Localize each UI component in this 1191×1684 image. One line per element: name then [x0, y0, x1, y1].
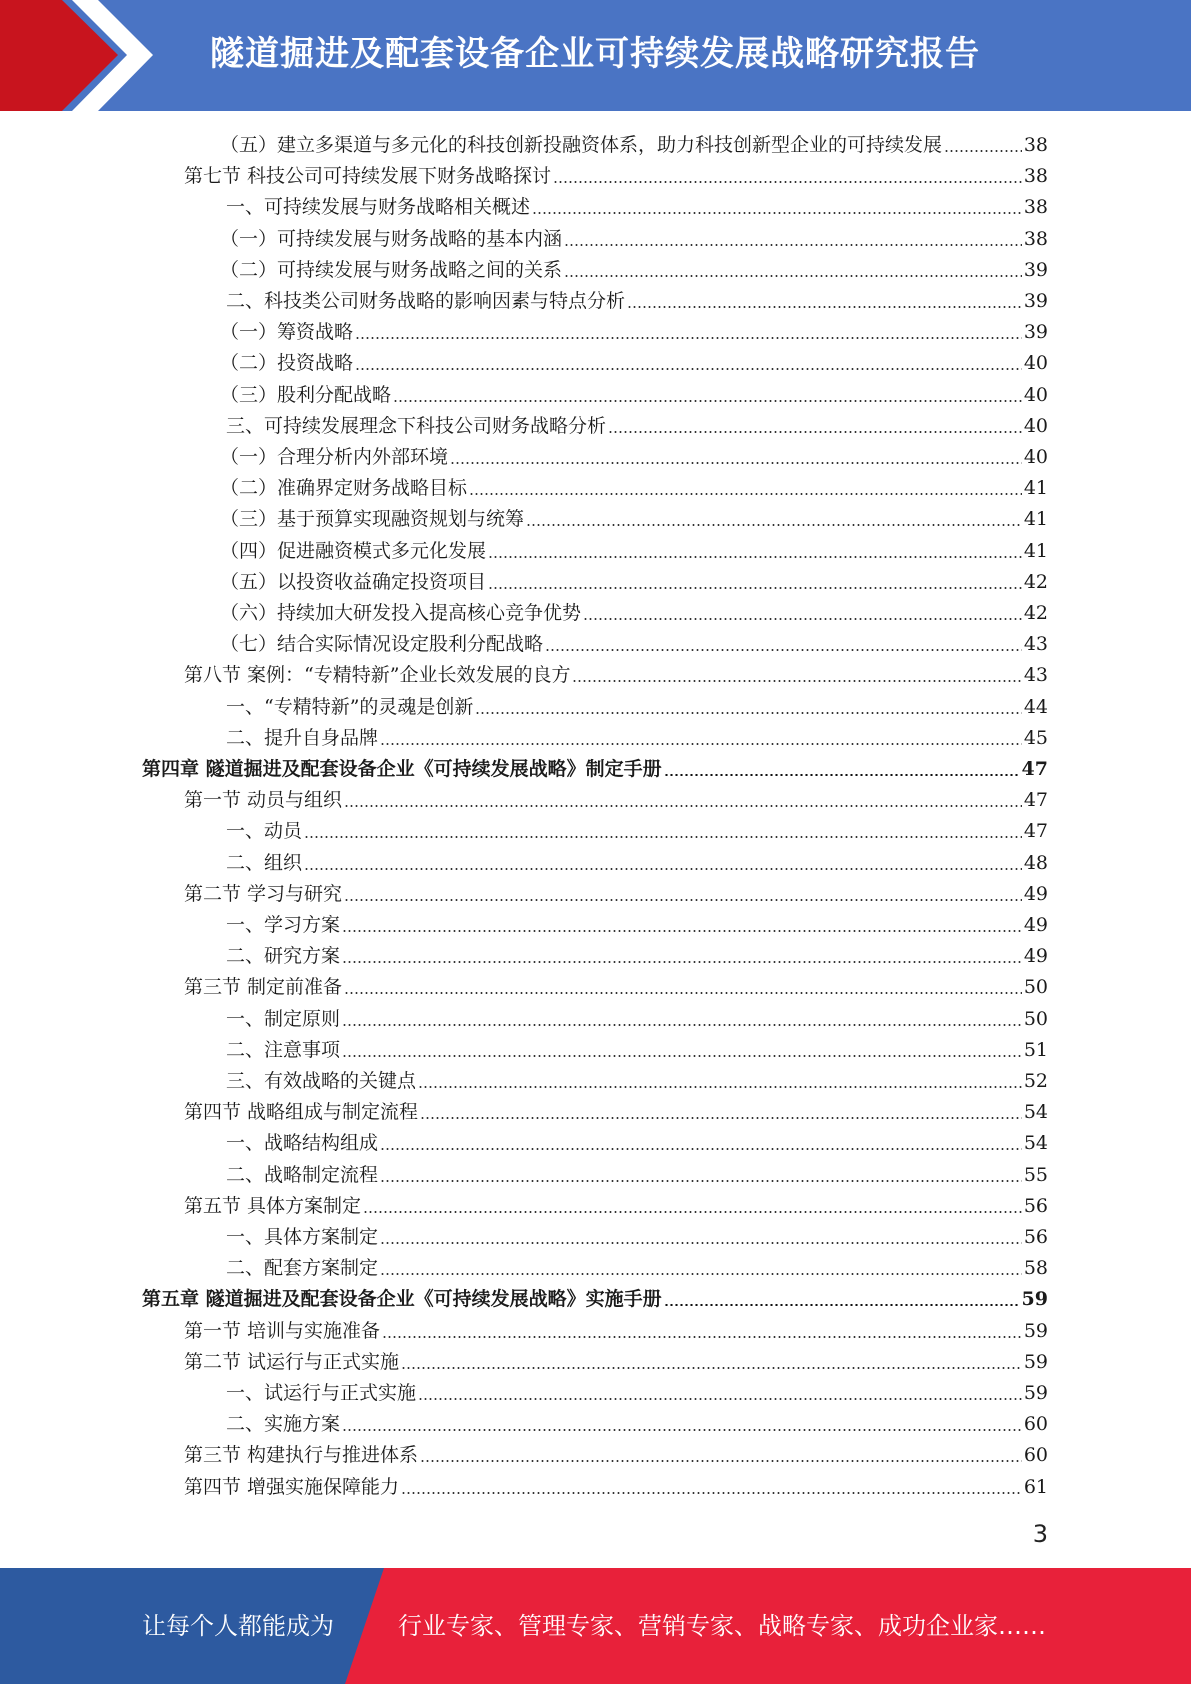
toc-entry-label: 第四节 增强实施保障能力 — [184, 1475, 400, 1498]
toc-dot-leader — [363, 1211, 1022, 1213]
toc-entry-label: （五）以投资收益确定投资项目 — [220, 570, 487, 593]
toc-chapter-entry[interactable] — [142, 1282, 1048, 1313]
toc-dot-leader — [627, 306, 1022, 308]
toc-entry-page: 43 — [1023, 633, 1048, 656]
toc-section-entry[interactable] — [184, 877, 1048, 908]
toc-dot-leader — [488, 556, 1022, 558]
toc-section-entry[interactable] — [184, 1189, 1048, 1220]
toc-entry-label: 二、战略制定流程 — [226, 1163, 379, 1186]
toc-entry-page: 59 — [1021, 1288, 1048, 1311]
toc-item-entry[interactable] — [226, 409, 1048, 440]
toc-entry-label: 二、研究方案 — [226, 945, 341, 968]
toc-dot-leader — [664, 774, 1020, 776]
toc-entry-label: 第一节 动员与组织 — [184, 789, 343, 812]
toc-dot-leader — [564, 275, 1022, 277]
toc-entry-label: 第五章 隧道掘进及配套设备企业《可持续发展战略》实施手册 — [142, 1288, 662, 1311]
toc-dot-leader — [380, 743, 1022, 745]
toc-item-entry[interactable] — [226, 1126, 1048, 1157]
toc-entry-page: 40 — [1023, 383, 1048, 406]
toc-dot-leader — [342, 1055, 1022, 1057]
toc-entry-label: （四）促进融资模式多元化发展 — [220, 539, 487, 562]
toc-dot-leader — [553, 181, 1022, 183]
toc-entry-page: 51 — [1023, 1038, 1048, 1061]
toc-dot-leader — [382, 1336, 1022, 1338]
toc-dot-leader — [342, 1024, 1022, 1026]
toc-entry-page: 40 — [1023, 446, 1048, 468]
toc-entry-page: 44 — [1023, 695, 1048, 718]
toc-dot-leader — [450, 462, 1022, 464]
toc-entry-page: 56 — [1023, 1226, 1048, 1248]
toc-entry-page: 38 — [1023, 196, 1048, 219]
toc-section-entry[interactable] — [184, 1095, 1048, 1126]
toc-item-entry[interactable] — [226, 721, 1048, 752]
toc-entry-page: 42 — [1023, 570, 1048, 593]
toc-entry-page: 49 — [1023, 914, 1048, 936]
toc-dot-leader — [380, 1273, 1022, 1275]
toc-entry-label: 第一节 培训与实施准备 — [184, 1319, 381, 1342]
toc-entry-page: 39 — [1023, 290, 1048, 312]
toc-item-entry[interactable] — [226, 1407, 1048, 1438]
toc-section-entry[interactable] — [184, 1470, 1048, 1501]
toc-item-entry[interactable] — [226, 690, 1048, 721]
toc-dot-leader — [420, 1460, 1022, 1462]
toc-entry-page: 59 — [1023, 1350, 1048, 1373]
toc-dot-leader — [583, 618, 1022, 620]
page-number: 3 — [1032, 1520, 1048, 1548]
toc-section-entry[interactable] — [184, 159, 1048, 190]
toc-item-entry[interactable] — [226, 284, 1048, 315]
toc-item-entry[interactable] — [226, 814, 1048, 845]
toc-dot-leader — [545, 649, 1022, 651]
toc-entry-label: 二、注意事项 — [226, 1038, 341, 1061]
toc-entry-label: 第五节 具体方案制定 — [184, 1194, 362, 1217]
toc-dot-leader — [475, 712, 1021, 714]
toc-dot-leader — [401, 1367, 1022, 1369]
toc-item-entry[interactable] — [226, 1251, 1048, 1282]
toc-entry-page: 59 — [1023, 1319, 1048, 1342]
toc-entry-page: 48 — [1023, 851, 1048, 874]
toc-entry-label: 一、“专精特新”的灵魂是创新 — [226, 695, 474, 718]
toc-entry-page: 38 — [1023, 227, 1048, 250]
toc-dot-leader — [342, 1429, 1022, 1431]
toc-item-entry[interactable] — [220, 502, 1048, 533]
toc-item-entry[interactable] — [226, 1064, 1048, 1095]
toc-entry-label: （二）可持续发展与财务战略之间的关系 — [220, 258, 563, 281]
toc-entry-page: 50 — [1023, 976, 1048, 999]
toc-entry-page: 52 — [1023, 1070, 1048, 1092]
toc-dot-leader — [380, 1242, 1022, 1244]
toc-dot-leader — [380, 1148, 1022, 1150]
toc-item-entry[interactable] — [226, 1158, 1048, 1189]
footer-slogan: 让每个人都能成为 — [142, 1612, 334, 1640]
footer-expert-list: 行业专家、管理专家、营销专家、战略专家、成功企业家…… — [398, 1612, 1046, 1640]
toc-section-entry[interactable] — [184, 1438, 1048, 1469]
toc-entry-label: 三、可持续发展理念下科技公司财务战略分析 — [226, 414, 607, 437]
toc-entry-page: 49 — [1023, 945, 1048, 968]
toc-dot-leader — [564, 244, 1022, 246]
toc-dot-leader — [664, 1304, 1020, 1306]
toc-dot-leader — [393, 400, 1022, 402]
toc-item-entry[interactable] — [220, 128, 1048, 159]
toc-entry-label: （二）投资战略 — [220, 352, 354, 375]
toc-entry-label: 二、实施方案 — [226, 1413, 341, 1436]
toc-entry-label: 一、战略结构组成 — [226, 1132, 379, 1155]
toc-entry-page: 61 — [1023, 1475, 1048, 1498]
toc-dot-leader — [344, 899, 1022, 901]
toc-section-entry[interactable] — [184, 1345, 1048, 1376]
toc-entry-label: 第三节 制定前准备 — [184, 976, 343, 999]
toc-entry-label: 第四章 隧道掘进及配套设备企业《可持续发展战略》制定手册 — [142, 758, 662, 780]
toc-entry-page: 38 — [1023, 134, 1048, 156]
page-header — [0, 0, 1191, 111]
toc-entry-page: 47 — [1021, 758, 1048, 780]
toc-entry-label: 二、配套方案制定 — [226, 1257, 379, 1280]
toc-dot-leader — [342, 930, 1022, 932]
toc-item-entry[interactable] — [220, 596, 1048, 627]
toc-item-entry[interactable] — [220, 315, 1048, 346]
toc-entry-label: （一）可持续发展与财务战略的基本内涵 — [220, 227, 563, 250]
toc-entry-label: 第四节 战略组成与制定流程 — [184, 1101, 419, 1124]
toc-dot-leader — [488, 587, 1022, 589]
toc-entry-label: 二、组织 — [226, 851, 303, 874]
toc-entry-label: （二）准确界定财务战略目标 — [220, 477, 468, 500]
toc-entry-page: 40 — [1023, 414, 1048, 437]
toc-dot-leader — [944, 150, 1022, 152]
toc-entry-page: 54 — [1023, 1132, 1048, 1155]
toc-item-entry[interactable] — [220, 471, 1048, 502]
toc-entry-page: 39 — [1023, 321, 1048, 344]
toc-entry-page: 59 — [1023, 1382, 1048, 1404]
toc-item-entry[interactable] — [220, 346, 1048, 377]
toc-section-entry[interactable] — [184, 970, 1048, 1001]
toc-item-entry[interactable] — [226, 846, 1048, 877]
toc-entry-page: 58 — [1023, 1257, 1048, 1280]
toc-entry-label: 第八节 案例：“专精特新”企业长效发展的良方 — [184, 664, 571, 687]
toc-entry-page: 39 — [1023, 258, 1048, 281]
toc-entry-page: 41 — [1023, 508, 1048, 531]
toc-entry-label: 一、学习方案 — [226, 914, 341, 936]
toc-entry-page: 42 — [1023, 602, 1048, 624]
toc-entry-page: 43 — [1023, 664, 1048, 687]
toc-entry-page: 55 — [1023, 1163, 1048, 1186]
toc-dot-leader — [572, 680, 1021, 682]
toc-entry-page: 41 — [1023, 477, 1048, 500]
toc-dot-leader — [304, 868, 1022, 870]
toc-entry-label: 第七节 科技公司可持续发展下财务战略探讨 — [184, 165, 552, 188]
page-footer — [0, 1568, 1191, 1684]
toc-dot-leader — [526, 524, 1022, 526]
toc-item-entry[interactable] — [226, 939, 1048, 970]
toc-dot-leader — [469, 493, 1022, 495]
toc-entry-label: 三、有效战略的关键点 — [226, 1070, 417, 1092]
toc-entry-page: 60 — [1023, 1444, 1048, 1467]
toc-item-entry[interactable] — [220, 565, 1048, 596]
toc-entry-page: 56 — [1023, 1194, 1048, 1217]
toc-item-entry[interactable] — [226, 1033, 1048, 1064]
toc-dot-leader — [344, 805, 1022, 807]
toc-dot-leader — [344, 992, 1022, 994]
toc-entry-label: 二、科技类公司财务战略的影响因素与特点分析 — [226, 290, 626, 312]
report-title: 隧道掘进及配套设备企业可持续发展战略研究报告 — [210, 34, 980, 74]
toc-dot-leader — [608, 431, 1022, 433]
toc-item-entry[interactable] — [226, 190, 1048, 221]
toc-entry-label: （三）股利分配战略 — [220, 383, 392, 406]
toc-entry-label: 二、提升自身品牌 — [226, 726, 379, 749]
toc-dot-leader — [418, 1398, 1022, 1400]
toc-entry-label: （七）结合实际情况设定股利分配战略 — [220, 633, 544, 656]
toc-item-entry[interactable] — [226, 1376, 1048, 1407]
toc-section-entry[interactable] — [184, 658, 1048, 689]
toc-dot-leader — [418, 1086, 1022, 1088]
toc-item-entry[interactable] — [226, 1220, 1048, 1251]
toc-item-entry[interactable] — [220, 378, 1048, 409]
toc-entry-label: 一、可持续发展与财务战略相关概述 — [226, 196, 531, 219]
toc-item-entry[interactable] — [226, 908, 1048, 939]
toc-dot-leader — [355, 337, 1022, 339]
toc-entry-label: （一）筹资战略 — [220, 321, 354, 344]
toc-entry-page: 54 — [1023, 1101, 1048, 1124]
toc-entry-page: 50 — [1023, 1007, 1048, 1030]
toc-dot-leader — [532, 212, 1022, 214]
toc-entry-page: 45 — [1023, 726, 1048, 749]
toc-entry-label: （五）建立多渠道与多元化的科技创新投融资体系，助力科技创新型企业的可持续发展 — [220, 134, 943, 156]
toc-section-entry[interactable] — [184, 783, 1048, 814]
toc-dot-leader — [355, 368, 1022, 370]
toc-entry-label: 一、试运行与正式实施 — [226, 1382, 417, 1404]
toc-entry-page: 49 — [1023, 882, 1048, 905]
toc-entry-label: 第二节 学习与研究 — [184, 882, 343, 905]
toc-item-entry[interactable] — [220, 253, 1048, 284]
toc-entry-page: 40 — [1023, 352, 1048, 375]
toc-entry-page: 47 — [1023, 789, 1048, 812]
toc-item-entry[interactable] — [220, 222, 1048, 253]
toc-dot-leader — [304, 836, 1022, 838]
toc-entry-label: 一、动员 — [226, 820, 303, 843]
toc-entry-label: 第三节 构建执行与推进体系 — [184, 1444, 419, 1467]
toc-entry-page: 60 — [1023, 1413, 1048, 1436]
toc-entry-label: 第二节 试运行与正式实施 — [184, 1350, 400, 1373]
toc-entry-page: 41 — [1023, 539, 1048, 562]
toc-chapter-entry[interactable] — [142, 752, 1048, 783]
toc-entry-page: 38 — [1023, 165, 1048, 188]
toc-dot-leader — [380, 1180, 1022, 1182]
toc-section-entry[interactable] — [184, 1314, 1048, 1345]
toc-dot-leader — [420, 1117, 1022, 1119]
toc-entry-label: （三）基于预算实现融资规划与统筹 — [220, 508, 525, 531]
toc-entry-label: （六）持续加大研发投入提高核心竞争优势 — [220, 602, 582, 624]
toc-dot-leader — [401, 1492, 1022, 1494]
toc-item-entry[interactable] — [226, 1002, 1048, 1033]
toc-entry-label: 一、具体方案制定 — [226, 1226, 379, 1248]
toc-dot-leader — [342, 961, 1022, 963]
toc-item-entry[interactable] — [220, 440, 1048, 471]
toc-item-entry[interactable] — [220, 534, 1048, 565]
toc-item-entry[interactable] — [220, 627, 1048, 658]
toc-entry-page: 47 — [1023, 820, 1048, 843]
toc-entry-label: 一、制定原则 — [226, 1007, 341, 1030]
toc-entry-label: （一）合理分析内外部环境 — [220, 446, 449, 468]
